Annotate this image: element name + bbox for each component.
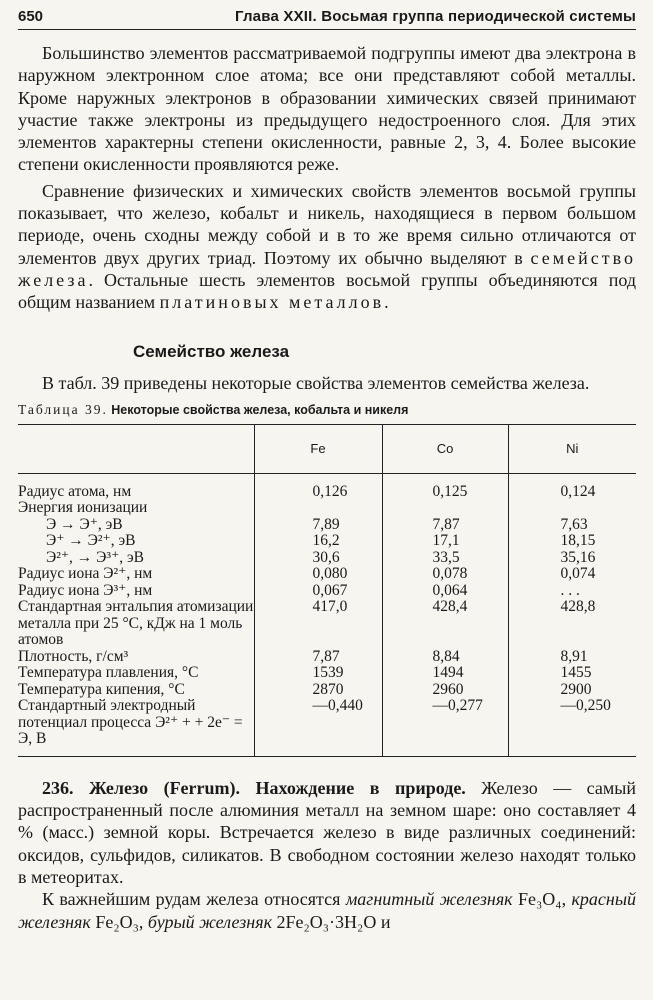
property-name: Температура плавления, °С xyxy=(18,664,199,682)
table-caption-label: Таблица 39. xyxy=(18,401,108,417)
ores-text-1: К важнейшим рудам железа относятся xyxy=(42,889,346,910)
formula-fe2o3: Fe₂O₃ xyxy=(95,911,139,932)
section-intro: В табл. 39 приведены некоторые свойства элементов семейства железа. xyxy=(42,372,590,393)
comparison-text-c: . xyxy=(384,292,389,313)
table-row xyxy=(18,665,636,682)
value-fe: 0,080 xyxy=(254,566,382,583)
property-name: Э⁺ → Э²⁺, эВ xyxy=(46,532,136,550)
value-ni: 7,63 xyxy=(508,517,636,534)
page-number: 650 xyxy=(18,8,44,25)
section-heading: Семейство железа xyxy=(133,341,290,361)
value-ni: . . . xyxy=(508,583,636,600)
value-fe: —0,440 xyxy=(254,698,382,756)
value-ni: 35,16 xyxy=(508,550,636,567)
value-ni: 1455 xyxy=(508,665,636,682)
term-platinum-metals: платиновых металлов xyxy=(159,292,385,313)
table-caption xyxy=(18,402,636,418)
value-co: 428,4 xyxy=(382,599,508,649)
ore-limonite: бурый железняк xyxy=(147,911,272,932)
table-row xyxy=(18,550,636,567)
value-ni: 2900 xyxy=(508,682,636,699)
property-name: Радиус атома, нм xyxy=(18,482,132,500)
value-ni: 0,074 xyxy=(508,566,636,583)
iron-occurrence-text: Железо — самый распространенный после алюминия металл на земном шаре: оно составляет 4 % (масс.) земной коры. Встречается железо в виде различных соединений: оксидов, сульфидов, силикатов. В свободном состоянии железо находят только в метеоритах. xyxy=(18,777,636,888)
table-header-row xyxy=(18,424,636,473)
value-fe: 417,0 xyxy=(254,599,382,649)
value-fe: 30,6 xyxy=(254,550,382,567)
value-co: 2960 xyxy=(382,682,508,699)
value-co: 0,078 xyxy=(382,566,508,583)
table-body xyxy=(18,473,636,756)
table-row xyxy=(18,533,636,550)
value-fe: 16,2 xyxy=(254,533,382,550)
table-row xyxy=(18,583,636,600)
paragraph-comparison xyxy=(18,180,636,314)
iron-section-lead: 236. Железо (Ferrum). Нахождение в природе. xyxy=(42,777,466,798)
value-co xyxy=(382,500,508,517)
table-row xyxy=(18,517,636,534)
value-co: —0,277 xyxy=(382,698,508,756)
value-co: 0,064 xyxy=(382,583,508,600)
ores-text-3: , xyxy=(138,911,148,932)
table-row xyxy=(18,473,636,500)
paragraph-valence: Большинство элементов рассматриваемой подгруппы имеют два электрона в наружном электронном слое атома; все они представляют собой металлы. Кроме наружных электронов в образовании химических связей принимают участие также электроны из предыдущего недостроенного слоя. Для этих элементов характерны степени окисленности, равные 2, 3, 4. Более высокие степени окисленности проявляются реже. xyxy=(18,43,636,175)
property-name: Энергия ионизации xyxy=(18,499,148,517)
formula-fe3o4: Fe₃O₄ xyxy=(518,889,562,910)
value-fe xyxy=(254,500,382,517)
value-fe: 1539 xyxy=(254,665,382,682)
property-name: Радиус иона Э³⁺, нм xyxy=(18,581,153,599)
comparison-text-b: . Остальные шесть элементов восьмой группы объединяются под общим названием xyxy=(18,269,636,313)
comparison-text-a: Сравнение физических и химических свойств элементов восьмой группы показывает, что железо, кобальт и никель, находящиеся в первом большом периоде, очень сходны между собой и в то же время сильно отличаются от элементов двух других триад. Поэтому их обычно выделяют в xyxy=(18,180,636,268)
property-name: Температура кипения, °С xyxy=(18,680,185,698)
property-name: Плотность, г/см³ xyxy=(18,647,129,665)
ores-text-4: и xyxy=(376,911,391,932)
chapter-title: Глава XXII. Восьмая группа периодической системы xyxy=(235,8,636,25)
value-fe: 2870 xyxy=(254,682,382,699)
value-fe: 0,126 xyxy=(254,473,382,500)
property-name: Э²⁺, → Э³⁺, эВ xyxy=(46,548,144,566)
value-co: 33,5 xyxy=(382,550,508,567)
value-fe: 7,87 xyxy=(254,649,382,666)
value-ni xyxy=(508,500,636,517)
ores-text-2: , xyxy=(561,889,572,910)
table-row xyxy=(18,599,636,649)
value-co: 8,84 xyxy=(382,649,508,666)
header-property xyxy=(18,424,254,473)
value-co: 17,1 xyxy=(382,533,508,550)
value-co: 0,125 xyxy=(382,473,508,500)
value-ni: 18,15 xyxy=(508,533,636,550)
table-row xyxy=(18,500,636,517)
header-fe: Fe xyxy=(254,424,382,473)
paragraph-iron-occurrence xyxy=(18,777,636,888)
value-ni: 8,91 xyxy=(508,649,636,666)
ore-hematite: красный железняк xyxy=(18,889,637,932)
header-co: Co xyxy=(382,424,508,473)
table-caption-title: Некоторые свойства железа, кобальта и никеля xyxy=(111,402,409,417)
property-name: Радиус иона Э²⁺, нм xyxy=(18,565,153,583)
table-row xyxy=(18,649,636,666)
value-ni: 0,124 xyxy=(508,473,636,500)
property-name: Стандартный электродный потенциал процесса Э²⁺ + + 2e⁻ = Э, В xyxy=(18,697,243,748)
table-row xyxy=(18,566,636,583)
ore-magnetite: магнитный железняк xyxy=(345,889,513,910)
value-ni: 428,8 xyxy=(508,599,636,649)
properties-table xyxy=(18,424,636,757)
value-co: 7,87 xyxy=(382,517,508,534)
term-iron-family: семейство железа xyxy=(18,247,636,290)
value-fe: 7,89 xyxy=(254,517,382,534)
book-page xyxy=(18,8,636,933)
value-fe: 0,067 xyxy=(254,583,382,600)
property-name: Э → Э⁺, эВ xyxy=(46,515,123,533)
table-row xyxy=(18,682,636,699)
header-ni: Ni xyxy=(508,424,636,473)
value-ni: —0,250 xyxy=(508,698,636,756)
running-header xyxy=(18,8,636,30)
table-row xyxy=(18,698,636,756)
property-name: Стандартная энтальпия атомизации металла при 25 °С, кДж на 1 моль атомов xyxy=(18,598,254,649)
formula-limonite: 2Fe₂O₃·3H₂O xyxy=(276,911,377,932)
paragraph-iron-ores xyxy=(18,888,636,933)
value-co: 1494 xyxy=(382,665,508,682)
